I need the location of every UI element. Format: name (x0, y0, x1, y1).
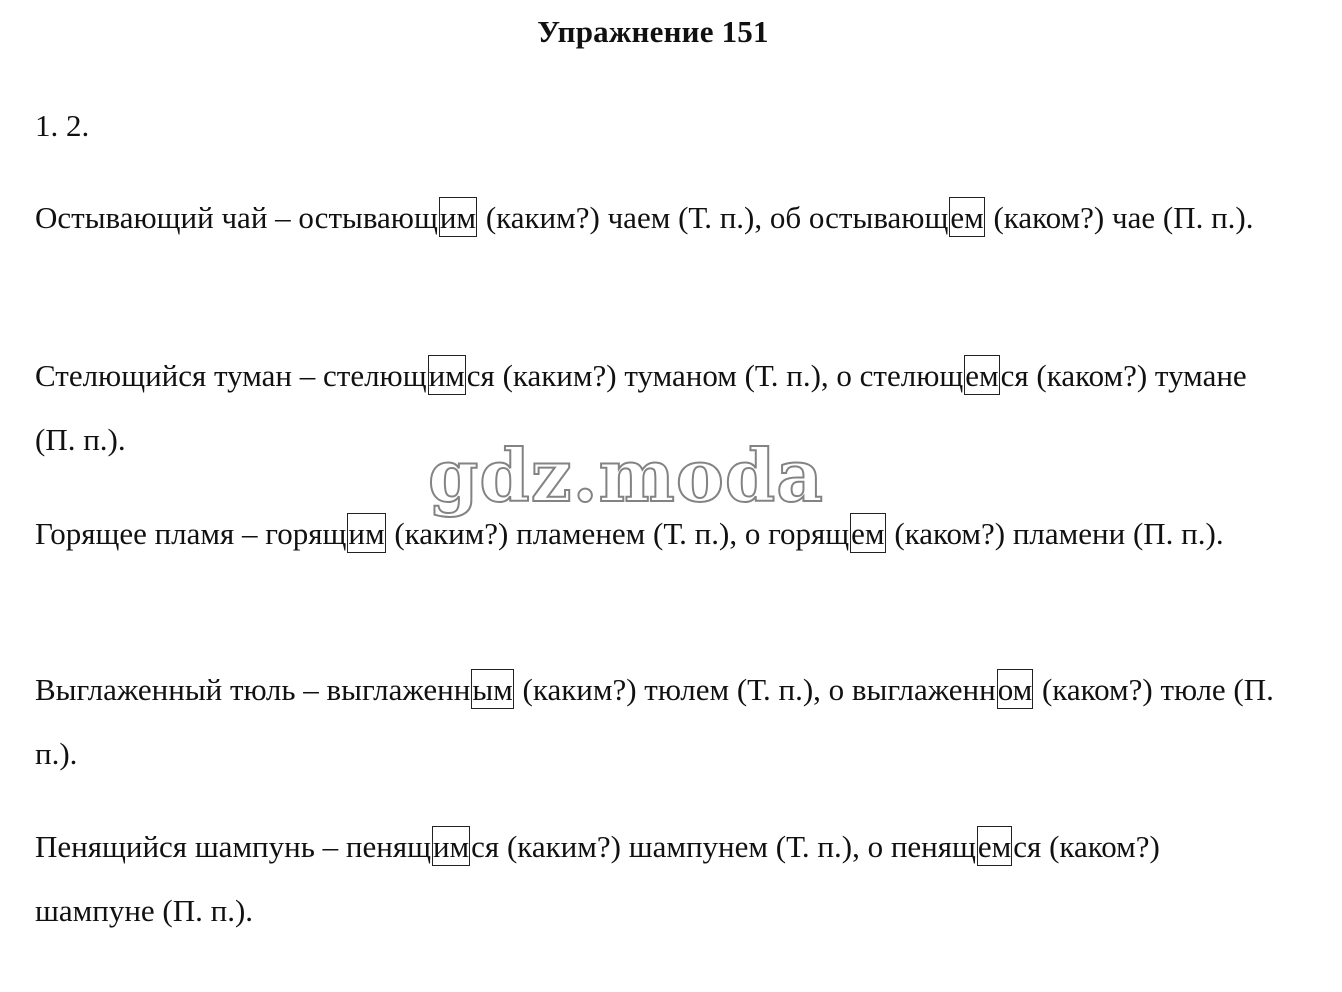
answer-paragraph-4 (35, 658, 1275, 786)
ending-box: им (347, 513, 385, 553)
phrase-text: (каким?) чаем (Т. п.), об остывающ (478, 200, 949, 235)
ending-box: им (428, 355, 466, 395)
phrase-text: Стелющийся туман – стелющ (35, 358, 427, 393)
phrase-text: ся (каком?) тумане (П. п.). (35, 358, 1247, 457)
ending-box: ем (850, 513, 885, 553)
task-number: 1. 2. (35, 108, 90, 143)
phrase-text: (каком?) пламени (П. п.). (886, 516, 1224, 551)
phrase-text: (каком?) тюле (П. п.). (35, 672, 1274, 771)
ending-box: им (432, 826, 470, 866)
answer-paragraph-5 (35, 815, 1275, 943)
ending-box: ым (471, 669, 513, 709)
phrase-text: (каким?) пламенем (Т. п.), о горящ (386, 516, 850, 551)
phrase-text: ся (каком?) шампуне (П. п.). (35, 829, 1160, 928)
phrase-text: (каким?) тюлем (Т. п.), о выглаженн (514, 672, 996, 707)
exercise-title: Упражнение 151 (537, 14, 769, 49)
phrase-text: ся (каким?) шампунем (Т. п.), о пенящ (471, 829, 976, 864)
phrase-text: Остывающий чай – остывающ (35, 200, 438, 235)
phrase-text: Горящее пламя – горящ (35, 516, 347, 551)
ending-box: ом (997, 669, 1034, 709)
ending-box: им (439, 197, 477, 237)
ending-box: ем (964, 355, 999, 395)
watermark-logo: gdz.moda (428, 433, 824, 518)
ending-box: ем (977, 826, 1012, 866)
phrase-text: Пенящийся шампунь – пенящ (35, 829, 431, 864)
ending-box: ем (949, 197, 984, 237)
phrase-text: ся (каким?) туманом (Т. п.), о стелющ (466, 358, 964, 393)
phrase-text: (каком?) чае (П. п.). (985, 200, 1254, 235)
phrase-text: Выглаженный тюль – выглаженн (35, 672, 471, 707)
answer-paragraph-1 (35, 186, 1275, 250)
